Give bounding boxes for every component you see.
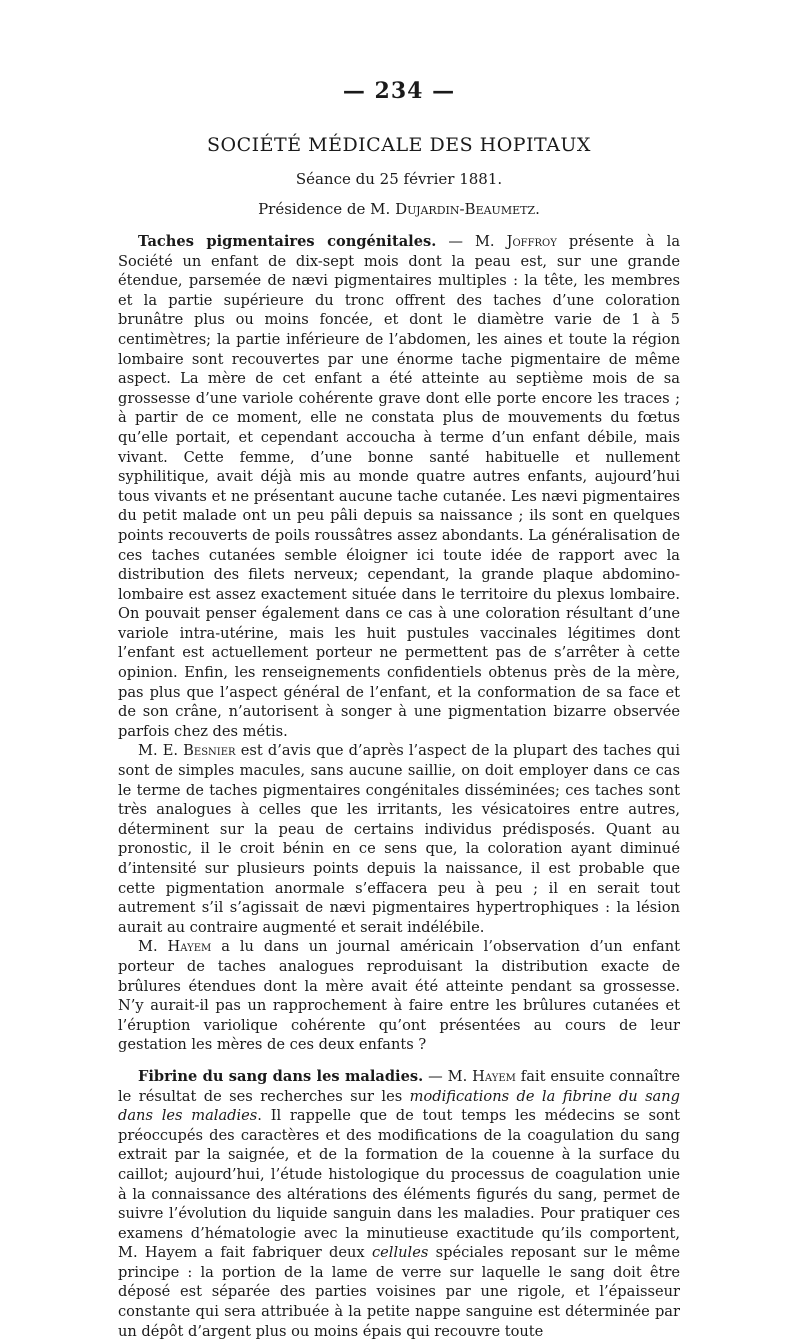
- document-page: [118, 78, 680, 1341]
- section2-heading: Fibrine du sang dans les maladies.: [138, 1067, 424, 1085]
- section1-heading: Taches pigmentaires congénitales.: [138, 233, 437, 250]
- section2-p1-lead: — M.: [423, 1067, 473, 1085]
- section1-p3-lead: M.: [138, 938, 168, 956]
- section2-p1-text-b: . Il rappelle que de tout temps les médecins se sont préoccupés des caractères et des modifications de la coagulation du sang extrait par la saignée, et de la formation de la couenne à la surface du caillot; aujourd’hui, l’étude histologique du processus de coagulation unie à la connaissance des altérations des éléments figurés du sang, permet de suivre l’évolution du liquide sanguin dans les maladies. Pour pratiquer ces examens d’hématologie avec la minutieuse exactitude qu’ils comportent, M. Hayem a fait fabriquer deux: [118, 1107, 681, 1262]
- speaker-hayem: Hayem: [167, 938, 212, 956]
- president-name: Dujardin-Beaumetz: [395, 200, 536, 218]
- presidence-prefix: Présidence de M.: [258, 200, 396, 218]
- section2-p1-italic: modifications de la fibrine du sang dans les maladies: [118, 1087, 680, 1125]
- section1-paragraph1: [118, 232, 680, 741]
- section1-paragraph3: [118, 937, 680, 1055]
- section2-p1-text-c: spéciales reposant sur le même principe : la portion de la lame de verre sur laquelle le sang doit être déposé est séparée des parties voisines par une rigole, et l’épaisseur constante qui sera attribuée à la petite nappe sanguine est déterminée par un dépôt d’argent plus ou moins épais qui recouvre toute: [118, 1244, 680, 1340]
- speaker-besnier: Besnier: [183, 742, 236, 760]
- section1-paragraph2: [118, 741, 680, 937]
- section1-p2-lead: M. E.: [138, 742, 184, 760]
- presidence-suffix: .: [535, 200, 540, 218]
- section1-p1-text: présente à la Société un enfant de dix-sept mois dont la peau est, sur une grande étendue, parsemée de nævi pigmentaires multiples : la tête, les membres et la partie supérieure du tronc offrent des taches d’une coloration brunâtre plus ou moins foncée, et dont le diamètre varie de 1 à 5 centimètres; la partie inférieure de l’abdomen, les aines et toute la région lombaire sont recouvertes par une énorme tache pigmentaire de même aspect. La mère de cet enfant a été atteinte au septième mois de sa grossesse d’une variole cohérente grave dont elle porte encore les traces ; à partir de ce moment, elle ne constata plus de mouvements du fœtus qu’elle portait, et cependant accoucha à terme d’un enfant débile, mais vivant. Cette femme, d’une bonne santé habituelle et nullement syphilitique, avait déjà mis au monde quatre autres enfants, aujourd’hui tous vivants et ne présentant aucune tache cutanée. Les nævi pigmentaires du petit malade ont un peu pâli depuis sa naissance ; ils sont en quelques points recouverts de poils roussâtres assez abondants. La généralisation de ces taches cutanées semble éloigner ici toute idée de rapport avec la distribution des filets nerveux; cependant, la grande plaque abdomino-lombaire est assez exactement située dans le territoire du plexus lombaire. On pouvait penser également dans ce cas à une coloration résultant d’une variole intra-utérine, mais les huit pustules vaccinales légitimes dont l’enfant est actuellement porteur ne permettent pas de s’arrêter à cette opinion. Enfin, les renseignements confidentiels obtenus près de la mère, pas plus que l’aspect général de l’enfant, et la conformation de sa face et de son crâne, n’autorisent à songer à une pigmentation bizarre observée parfois chez des métis.: [118, 233, 681, 740]
- section1-p1-lead: — M.: [436, 233, 507, 250]
- page-title: SOCIÉTÉ MÉDICALE DES HOPITAUX: [207, 134, 591, 156]
- presidence-line: [118, 200, 680, 218]
- section2-paragraph1: [118, 1067, 680, 1341]
- section-gap: [118, 1055, 680, 1067]
- session-date: Séance du 25 février 1881.: [295, 170, 503, 188]
- speaker-joffroy: Joffroy: [506, 233, 557, 250]
- section2-p1-text-a: fait ensuite connaître le résultat de ses recherches sur les: [118, 1067, 680, 1105]
- section1-p3-text: a lu dans un journal américain l’observation d’un enfant porteur de taches analogues reproduisant la distribution exacte de brûlures étendues dont la mère avait été atteinte pendant sa grossesse. N’y aurait-il pas un rapprochement à faire entre les brûlures cutanées et l’éruption variolique cohérente qu’ont présentées au cours de leur gestation les mères de ces deux enfants ?: [118, 938, 680, 1054]
- section2-p1-italic2: cellules: [371, 1244, 429, 1262]
- speaker-hayem-2: Hayem: [472, 1067, 516, 1085]
- page-number: — 234 —: [342, 78, 456, 104]
- section1-p2-text: est d’avis que d’après l’aspect de la plupart des taches qui sont de simples macules, sans aucune saillie, on doit employer dans ce cas le terme de taches pigmentaires congénitales disséminées; ces taches sont très analogues à celles que les irritants, les vésicatoires entre autres, déterminent sur la peau de certains individus prédisposés. Quant au pronostic, il le croit bénin en ce sens que, la coloration ayant diminué d’intensité sur plusieurs points depuis la naissance, il est probable que cette pigmentation anormale s’effacera peu à peu ; il en serait tout autrement s’il s’agissait de nævi pigmentaires hypertrophiques : la lésion aurait au contraire augmenté et serait indélébile.: [118, 742, 681, 936]
